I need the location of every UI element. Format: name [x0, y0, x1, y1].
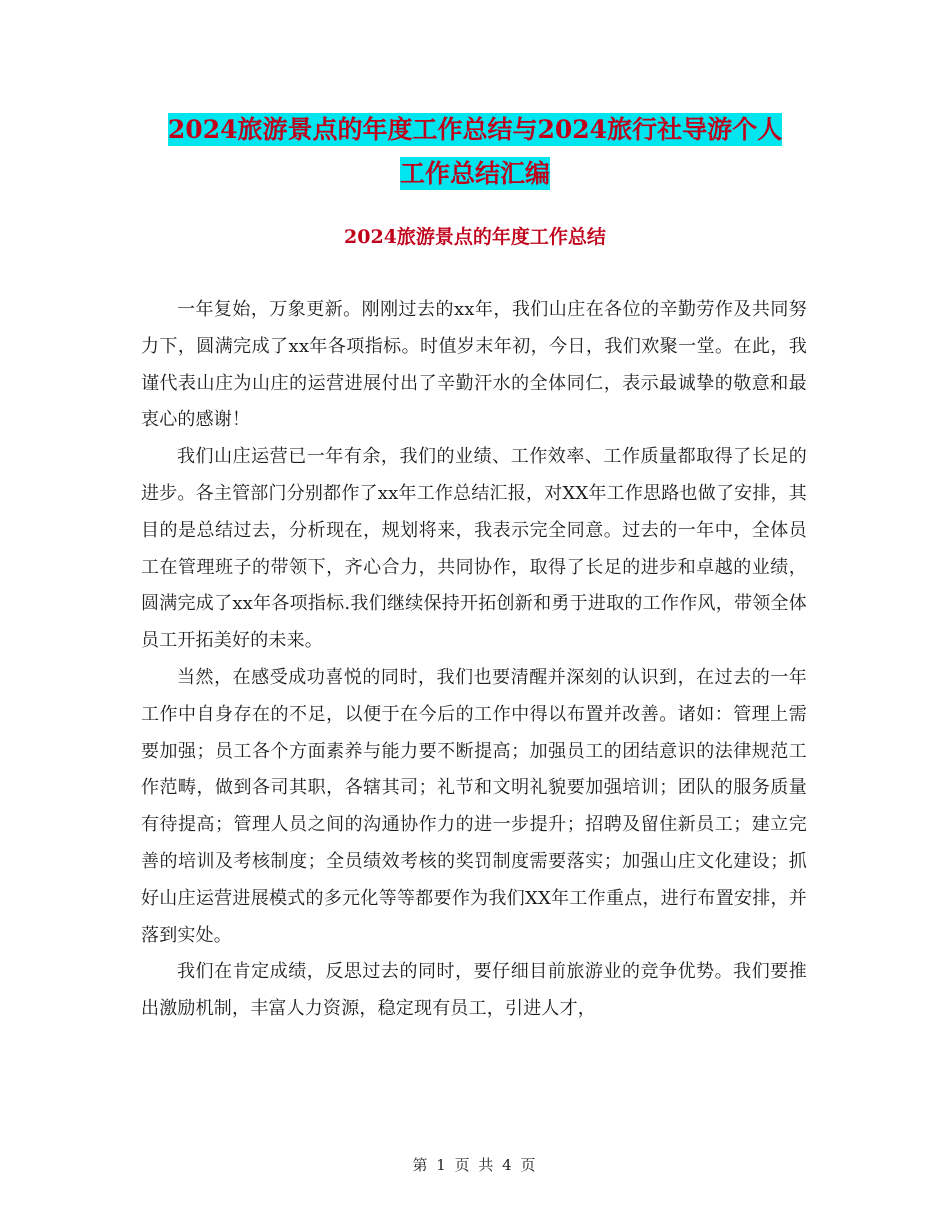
section-title: 2024旅游景点的年度工作总结	[344, 226, 606, 248]
paragraph-4: 我们在肯定成绩，反思过去的同时，要仔细目前旅游业的竞争优势。我们要推出激励机制，丰富人力资源，稳定现有员工，引进人才，	[141, 961, 807, 1020]
document-title-line2: 工作总结汇编	[399, 159, 550, 188]
document-title	[140, 108, 810, 196]
document-body	[141, 292, 807, 1028]
paragraph-2: 我们山庄运营已一年有余，我们的业绩、工作效率、工作质量都取得了长足的进步。各主管部门分别都作了xx年工作总结汇报，对XX年工作思路也做了安排，其目的是总结过去，分析现在，规划将来，我表示完全同意。过去的一年中，全体员工在管理班子的带领下，齐心合力，共同协作，取得了长足的进步和卓越的业绩，圆满完成了xx年各项指标.我们继续保持开拓创新和勇于进取的工作作风，带领全体员工开拓美好的未来。	[141, 446, 807, 652]
paragraph-1: 一年复始，万象更新。刚刚过去的xx年，我们山庄在各位的辛勤劳作及共同努力下，圆满完成了xx年各项指标。时值岁末年初，今日，我们欢聚一堂。在此，我谨代表山庄为山庄的运营进展付出了辛勤汗水的全体同仁，表示最诚挚的敬意和最衷心的感谢！	[141, 299, 807, 431]
page-footer: 第 1 页 共 4 页	[412, 1156, 538, 1174]
document-title-line1: 2024旅游景点的年度工作总结与2024旅行社导游个人	[167, 115, 783, 144]
paragraph-3: 当然，在感受成功喜悦的同时，我们也要清醒并深刻的认识到，在过去的一年工作中自身存在的不足，以便于在今后的工作中得以布置并改善。诸如：管理上需要加强；员工各个方面素养与能力要不断提高；加强员工的团结意识的法律规范工作范畴，做到各司其职，各辖其司；礼节和文明礼貌要加强培训；团队的服务质量有待提高；管理人员之间的沟通协作力的进一步提升；招聘及留住新员工；建立完善的培训及考核制度；全员绩效考核的奖罚制度需要落实；加强山庄文化建设；抓好山庄运营进展模式的多元化等等都要作为我们XX年工作重点，进行布置安排，并落到实处。	[141, 666, 807, 946]
